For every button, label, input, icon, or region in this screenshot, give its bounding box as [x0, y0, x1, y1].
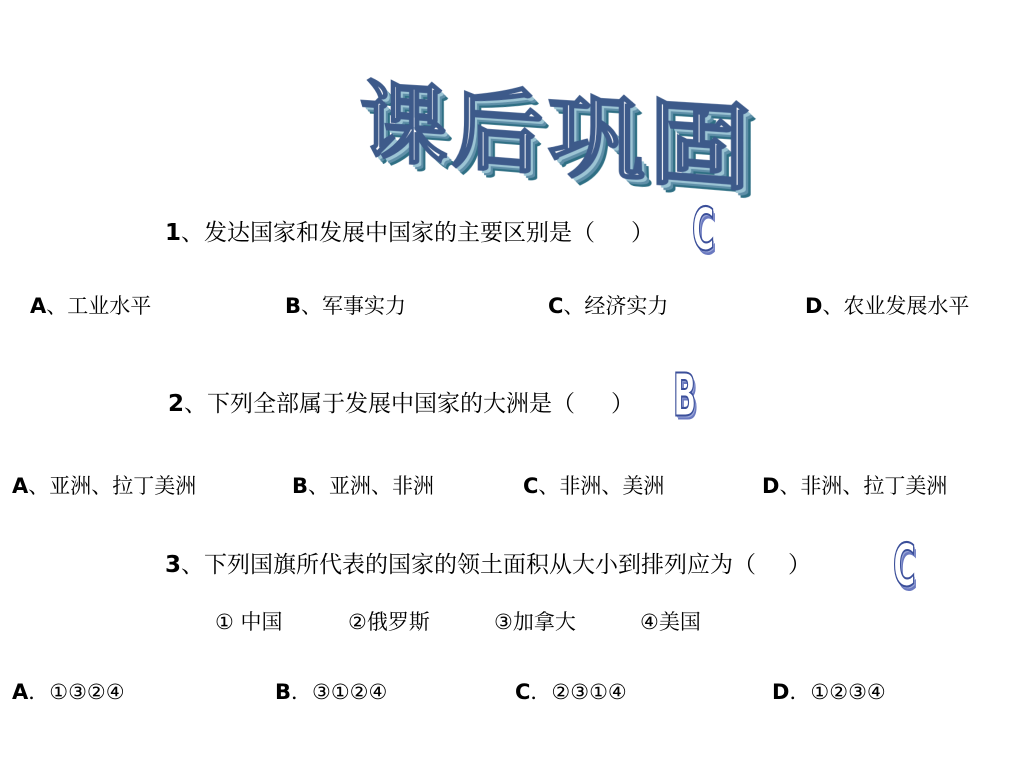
option-3c: C．②③①④	[515, 680, 627, 704]
country-item-3: ③加拿大	[494, 610, 576, 634]
option-2a: A、亚洲、拉丁美洲	[12, 474, 197, 498]
question-stem: 、发达国家和发展中国家的主要区别是（	[181, 220, 596, 246]
option-3d: D．①②③④	[772, 680, 886, 704]
question-close: ）	[631, 220, 655, 246]
question-number: 2	[168, 391, 185, 417]
question-2	[168, 385, 634, 418]
question-close: ）	[788, 552, 812, 578]
option-1b: B、军事实力	[285, 294, 407, 318]
question-stem: 、下列全部属于发展中国家的大洲是（	[184, 391, 576, 417]
question-stem: 、下列国旗所代表的国家的领土面积从大小到排列应为（	[181, 552, 757, 578]
question-3	[165, 546, 811, 579]
option-2c: C、非洲、美洲	[523, 474, 665, 498]
question-close: ）	[611, 391, 635, 417]
question-number: 3	[165, 552, 182, 578]
option-2b: B、亚洲、非洲	[292, 474, 435, 498]
answer-mark-3: C	[893, 532, 916, 601]
answer-mark-2: B	[673, 362, 697, 431]
country-item-2: ②俄罗斯	[348, 610, 430, 634]
answer-mark-1: C	[692, 196, 715, 265]
option-1c: C、经济实力	[548, 294, 669, 318]
country-item-1: ① 中国	[215, 610, 283, 634]
question-1	[165, 214, 654, 247]
option-3b: B．③①②④	[275, 680, 388, 704]
question-number: 1	[165, 220, 182, 246]
option-1d: D、农业发展水平	[805, 294, 970, 318]
country-item-4: ④美国	[640, 610, 701, 634]
page-title: 课后巩固	[360, 72, 757, 207]
option-2d: D、非洲、拉丁美洲	[762, 474, 948, 498]
option-3a: A．①③②④	[12, 680, 125, 704]
option-1a: A、工业水平	[30, 294, 152, 318]
